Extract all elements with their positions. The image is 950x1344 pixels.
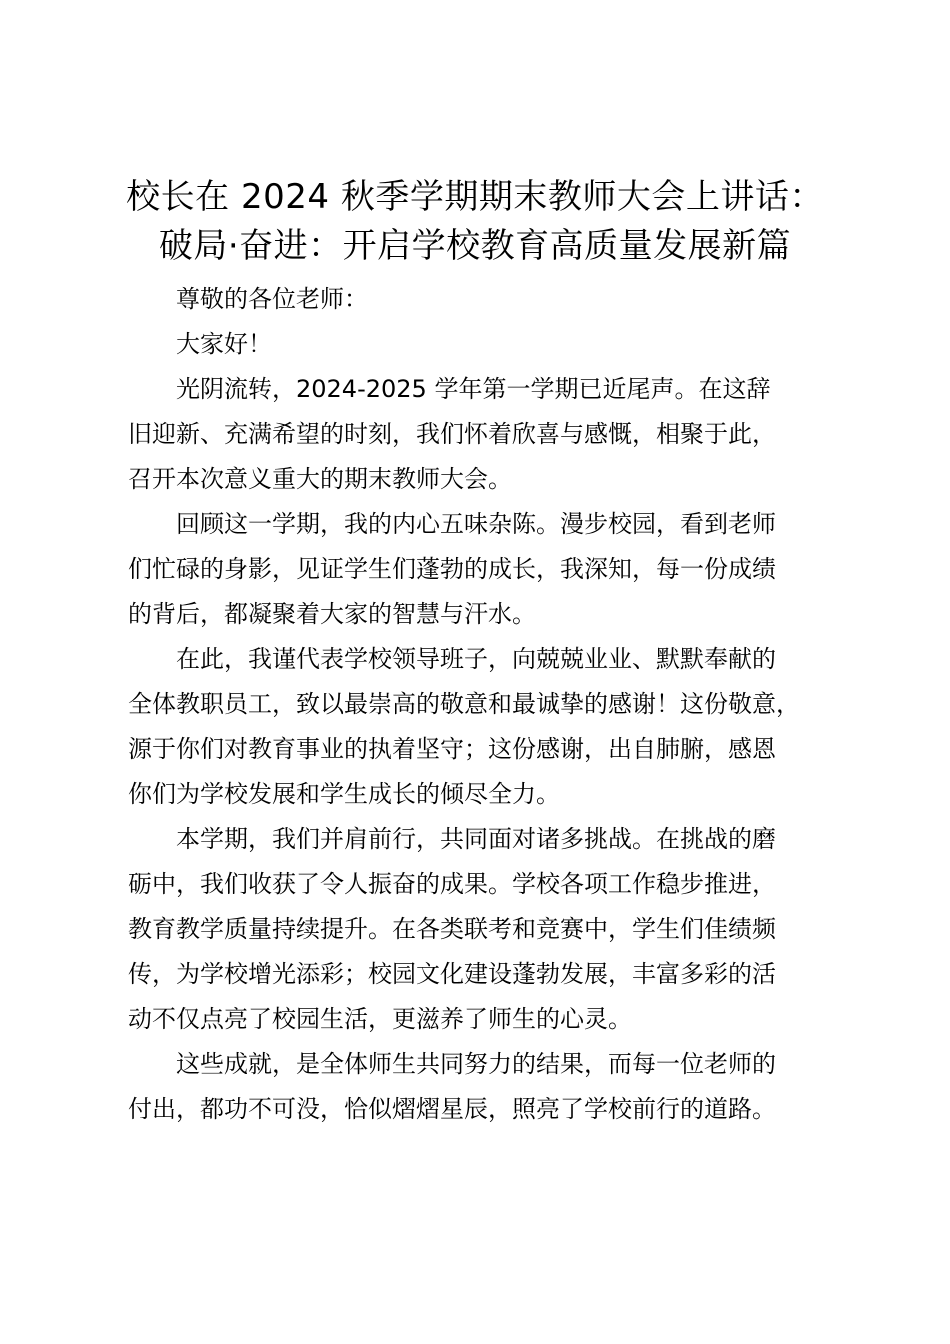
paragraph-4-line-3: 教育教学质量持续提升。在各类联考和竞赛中，学生们佳绩频 [128, 915, 776, 943]
greeting-line: 大家好！ [176, 330, 272, 358]
paragraph-5-line-1: 这些成就，是全体师生共同努力的结果，而每一位老师的 [176, 1050, 776, 1078]
paragraph-1-line-2: 旧迎新、充满希望的时刻，我们怀着欣喜与感慨，相聚于此， [128, 420, 776, 448]
paragraph-1-line-3: 召开本次意义重大的期末教师大会。 [128, 465, 512, 493]
paragraph-3-line-1: 在此，我谨代表学校领导班子，向兢兢业业、默默奉献的 [176, 645, 776, 673]
paragraph-2-line-1: 回顾这一学期，我的内心五味杂陈。漫步校园，看到老师 [176, 510, 776, 538]
paragraph-4-line-5: 动不仅点亮了校园生活，更滋养了师生的心灵。 [128, 1005, 632, 1033]
paragraph-4-line-2: 砺中，我们收获了令人振奋的成果。学校各项工作稳步推进， [128, 870, 776, 898]
paragraph-5-line-2: 付出，都功不可没，恰似熠熠星辰，照亮了学校前行的道路。 [128, 1095, 776, 1123]
paragraph-4-line-1: 本学期，我们并肩前行，共同面对诸多挑战。在挑战的磨 [176, 825, 776, 853]
paragraph-1-line-1: 光阴流转，2024-2025 学年第一学期已近尾声。在这辞 [176, 375, 771, 403]
document-title-line-1: 校长在 2024 秋季学期期末教师大会上讲话： [126, 177, 824, 217]
paragraph-3-line-4: 你们为学校发展和学生成长的倾尽全力。 [128, 780, 560, 808]
paragraph-2-line-3: 的背后，都凝聚着大家的智慧与汗水。 [128, 600, 536, 628]
paragraph-2-line-2: 们忙碌的身影，见证学生们蓬勃的成长，我深知，每一份成绩 [128, 555, 776, 583]
paragraph-3-line-3: 源于你们对教育事业的执着坚守；这份感谢，出自肺腑，感恩 [128, 735, 776, 763]
document-title-line-2: 破局·奋进：开启学校教育高质量发展新篇 [158, 226, 792, 266]
paragraph-4-line-4: 传，为学校增光添彩；校园文化建设蓬勃发展，丰富多彩的活 [128, 960, 776, 988]
paragraph-3-line-2: 全体教职员工，致以最崇高的敬意和最诚挚的感谢！这份敬意， [128, 690, 800, 718]
salutation-line: 尊敬的各位老师： [176, 285, 368, 313]
